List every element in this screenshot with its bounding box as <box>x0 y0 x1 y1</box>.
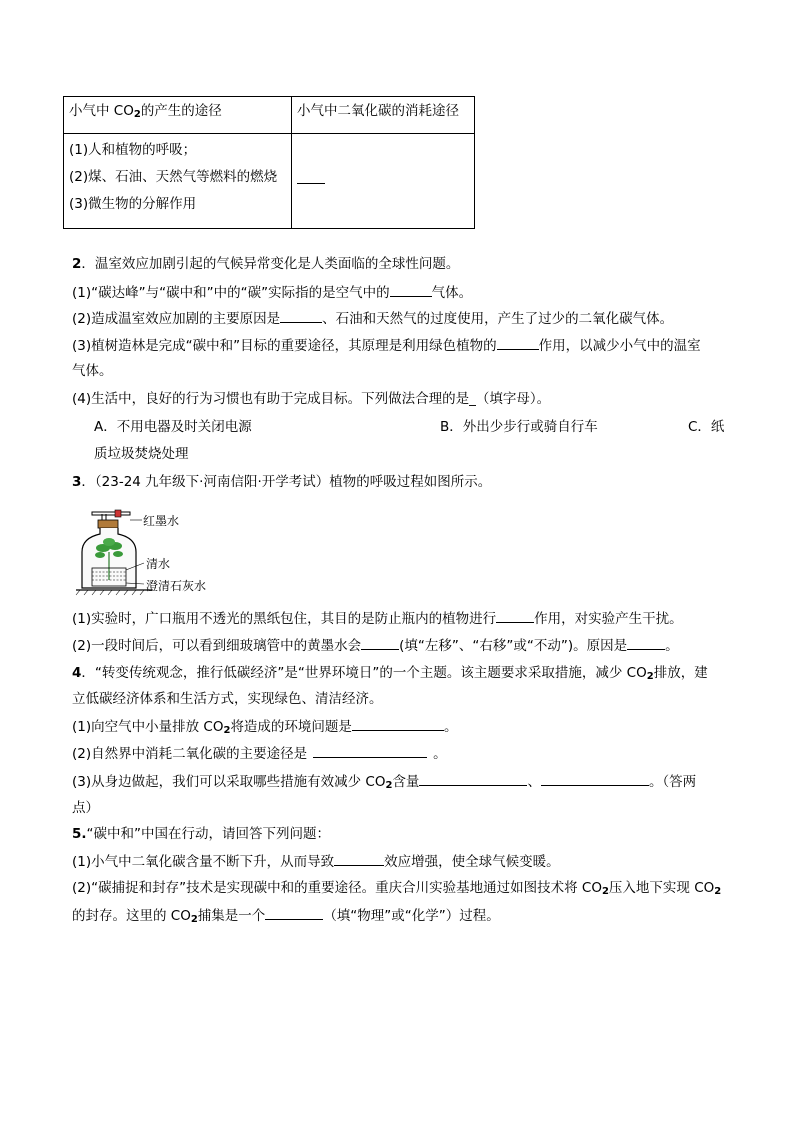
answer-blank[interactable] <box>352 716 444 731</box>
source-item: (1)人和植物的呼吸； <box>69 142 197 158</box>
label-lime-water: 澄清石灰水 <box>146 579 207 593</box>
answer-blank[interactable] <box>390 282 432 297</box>
table-cell-sinks <box>292 134 475 229</box>
question-3-part-1: (1)实验时，广口瓶用不透光的黑纸包住，其目的是防止瓶内的植物进行 作用，对实验产生干扰。 <box>72 608 683 629</box>
option-a[interactable]: A．不用电器及时关闭电源 <box>94 419 252 435</box>
question-2-part-4: (4)生活中，良好的行为习惯也有助于完成目标。下列做法合理的是_（填字母）。 <box>72 391 551 407</box>
question-4-part-1: (1)向空气中小量排放 $CO_2$将造成的环境问题是 。 <box>72 716 457 741</box>
answer-blank[interactable] <box>334 851 384 866</box>
question-4-part-3: (3)从身边做起，我们可以采取哪些措施有效减少 $CO_2$含量 、 。（答两 <box>72 771 696 796</box>
answer-blank[interactable] <box>265 905 323 920</box>
question-2-part-2: (2)造成温室效应加剧的主要原因是 、石油和天然气的过度使用，产生了过少的二氧化碳气体。 <box>72 308 673 329</box>
question-3-stem: 3．（23-24 九年级下·河南信阳·开学考试）植物的呼吸过程如图所示。 <box>72 474 492 490</box>
answer-blank[interactable] <box>280 308 322 323</box>
question-5-part-1: (1)小气中二氧化碳含量不断下升，从而导致 效应增强，使全球气候变暖。 <box>72 851 560 872</box>
question-4-part-2: (2)自然界中消耗二氧化碳的主要途径是 。 <box>72 743 447 764</box>
table-cell-sources <box>64 134 292 229</box>
question-5-part-2-cont: 的封存。这里的 $CO_2$捕集是一个 （填“物理”或“化学”）过程。 <box>72 905 500 930</box>
question-4-stem: 4．“转变传统观念，推行低碳经济”是“世界环境日”的一个主题。该主题要求采取措施，减少 $CO_2$排放，建 <box>72 665 708 682</box>
option-b[interactable]: B．外出少步行或骑自行车 <box>440 419 598 435</box>
respiration-apparatus-figure <box>72 508 222 596</box>
question-4-part-3-cont: 点） <box>72 800 99 816</box>
answer-blank[interactable] <box>541 771 649 786</box>
option-c[interactable]: C．纸 <box>688 419 725 435</box>
answer-blank[interactable] <box>419 771 527 786</box>
question-2-stem: 2．温室效应加剧引起的气候异常变化是人类面临的全球性问题。 <box>72 256 460 272</box>
question-3-part-2: (2)一段时间后，可以看到细玻璃管中的黄墨水会 (填“左移”、“右移”或“不动”)。原因是 。 <box>72 635 679 656</box>
question-5-stem: 5.“碳中和”中国在行动，请回答下列问题： <box>72 826 331 842</box>
co2-source-sink-table <box>63 96 475 229</box>
source-item: (2)煤、石油、天然气等燃料的燃烧 <box>69 169 278 185</box>
answer-blank[interactable] <box>361 635 399 650</box>
option-c-cont: 质垃圾焚烧处理 <box>94 446 189 462</box>
answer-blank[interactable] <box>313 743 427 758</box>
answer-blank[interactable] <box>297 169 325 184</box>
answer-blank[interactable] <box>496 608 534 623</box>
label-red-ink: 红墨水 <box>143 514 180 528</box>
question-2-part-1: (1)“碳达峰”与“碳中和”中的“碳”实际指的是空气中的 气体。 <box>72 282 472 303</box>
table-header-sources: 小气中 $CO_2$的产生的途径 <box>64 97 292 134</box>
answer-blank[interactable] <box>497 335 539 350</box>
answer-blank[interactable] <box>627 635 665 650</box>
question-5-part-2: (2)“碳捕捉和封存”技术是实现碳中和的重要途径。重庆合川实验基地通过如图技术将 $CO_2$压入地下实现 $CO_2$ <box>72 880 722 897</box>
question-2-part-3-cont: 气体。 <box>72 363 113 379</box>
question-4-stem-cont: 立低碳经济体系和生活方式，实现绿色、清洁经济。 <box>72 691 383 707</box>
source-item: (3)微生物的分解作用 <box>69 196 197 212</box>
table-header-sinks: 小气中二氧化碳的消耗途径 <box>292 97 475 134</box>
question-2-part-3: (3)植树造林是完成“碳中和”目标的重要途径，其原理是利用绿色植物的 作用，以减少小气中的温室 <box>72 335 701 356</box>
label-clear-water: 清水 <box>146 557 171 571</box>
